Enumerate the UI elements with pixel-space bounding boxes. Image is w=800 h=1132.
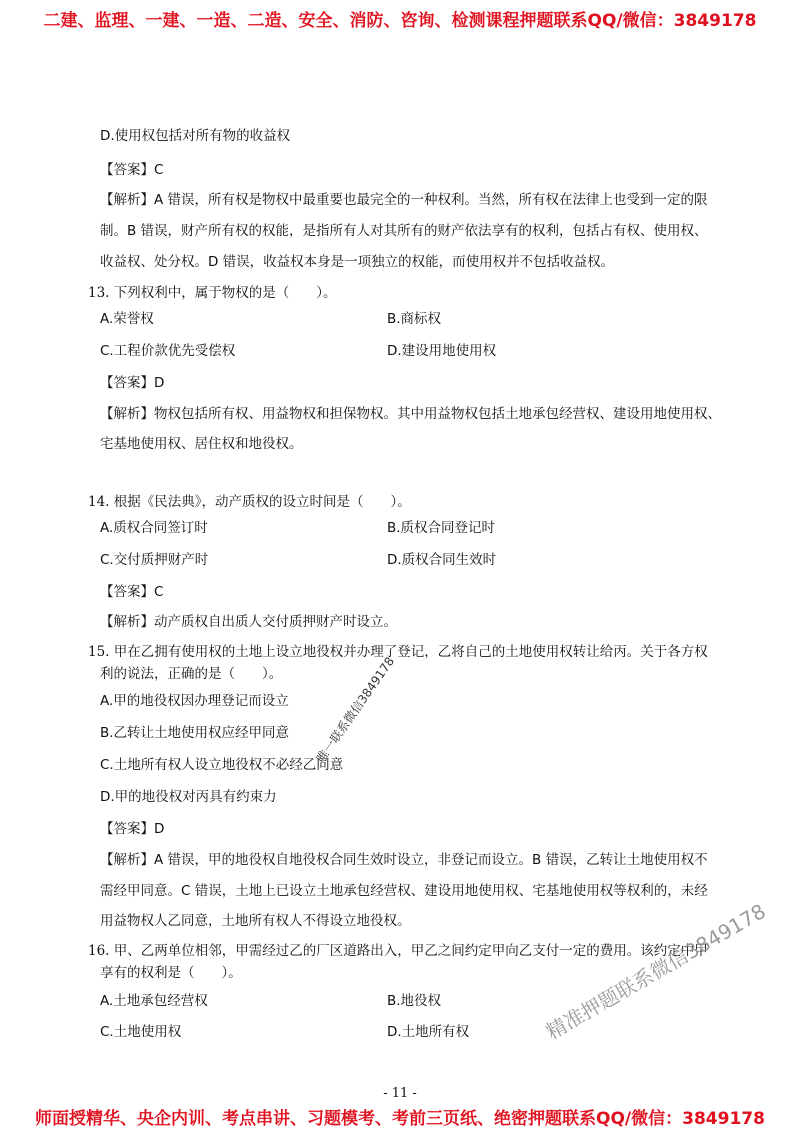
q13-question: 13. 下列权利中，属于物权的是（ ）。: [88, 285, 337, 301]
q15-analysis-line-2: 需经甲同意。C 错误，土地上已设立土地承包经营权、建设用地使用权、宅基地使用权等权利的，未经: [100, 883, 708, 899]
top-promo-banner: 二建、监理、一建、一造、二造、安全、消防、咨询、检测课程押题联系QQ/微信：3849178: [43, 11, 757, 31]
q15-analysis-line-1: 【解析】A 错误，甲的地役权自地役权合同生效时设立，非登记而设立。B 错误，乙转让土地使用权不: [100, 852, 708, 868]
q13-analysis-line-2: 宅基地使用权、居住权和地役权。: [100, 436, 303, 452]
q13-option-b: B.商标权: [387, 311, 442, 327]
q12-analysis-line-1: 【解析】A 错误，所有权是物权中最重要也最完全的一种权利。当然，所有权在法律上也受到一定的限: [100, 192, 708, 208]
q12-answer: 【答案】C: [100, 162, 164, 178]
q13-option-a: A.荣誉权: [100, 311, 154, 327]
q14-option-d: D.质权合同生效时: [387, 552, 497, 568]
q15-option-d: D.甲的地役权对丙具有约束力: [100, 789, 277, 805]
center-watermark: 唯一联系微信3849178: [313, 654, 398, 766]
q14-option-c: C.交付质押财产时: [100, 552, 209, 568]
q15-option-a: A.甲的地役权因办理登记而设立: [100, 693, 289, 709]
q13-option-d: D.建设用地使用权: [387, 343, 497, 359]
q14-analysis-line-1: 【解析】动产质权自出质人交付质押财产时设立。: [100, 614, 397, 630]
bottom-promo-banner: 师面授精华、央企内训、考点串讲、习题模考、考前三页纸、绝密押题联系QQ/微信：3849178: [35, 1109, 765, 1129]
q13-answer: 【答案】D: [100, 375, 165, 391]
q14-option-b: B.质权合同登记时: [387, 520, 496, 536]
q16-question-line-2: 享有的权利是（ ）。: [100, 965, 242, 981]
q14-option-a: A.质权合同签订时: [100, 520, 208, 536]
q16-option-c: C.土地使用权: [100, 1024, 182, 1040]
q14-question: 14. 根据《民法典》，动产质权的设立时间是（ ）。: [88, 494, 411, 510]
q15-answer: 【答案】D: [100, 821, 165, 837]
q15-question-line-2: 利的说法，正确的是（ ）。: [100, 666, 283, 682]
q16-option-a: A.土地承包经营权: [100, 993, 208, 1009]
right-watermark: 精准押题联系微信3849178: [542, 898, 770, 1045]
q13-option-c: C.工程价款优先受偿权: [100, 343, 236, 359]
q15-analysis-line-3: 用益物权人乙同意，土地所有权人不得设立地役权。: [100, 913, 411, 929]
q12-analysis-line-2: 制。B 错误，财产所有权的权能，是指所有人对其所有的财产依法享有的权利，包括占有权、使用权、: [100, 223, 708, 239]
q16-option-d: D.土地所有权: [387, 1024, 470, 1040]
q12-analysis-line-3: 收益权、处分权。D 错误，收益权本身是一项独立的权能，而使用权并不包括收益权。: [100, 254, 615, 270]
q15-question-line-1: 15. 甲在乙拥有使用权的土地上设立地役权并办理了登记，乙将自己的土地使用权转让给丙。关于各方权: [88, 644, 708, 660]
q16-question-line-1: 16. 甲、乙两单位相邻，甲需经过乙的厂区道路出入，甲乙之间约定甲向乙支付一定的费用。该约定中甲: [88, 943, 708, 959]
page-number: - 11 -: [383, 1086, 417, 1101]
q13-analysis-line-1: 【解析】物权包括所有权、用益物权和担保物权。其中用益物权包括土地承包经营权、建设用地使用权、: [100, 406, 721, 422]
q14-answer: 【答案】C: [100, 584, 164, 600]
q15-option-c: C.土地所有权人设立地役权不必经乙同意: [100, 757, 344, 773]
q12-option-d: D.使用权包括对所有物的收益权: [100, 128, 291, 144]
q16-option-b: B.地役权: [387, 993, 442, 1009]
q15-option-b: B.乙转让土地使用权应经甲同意: [100, 725, 290, 741]
